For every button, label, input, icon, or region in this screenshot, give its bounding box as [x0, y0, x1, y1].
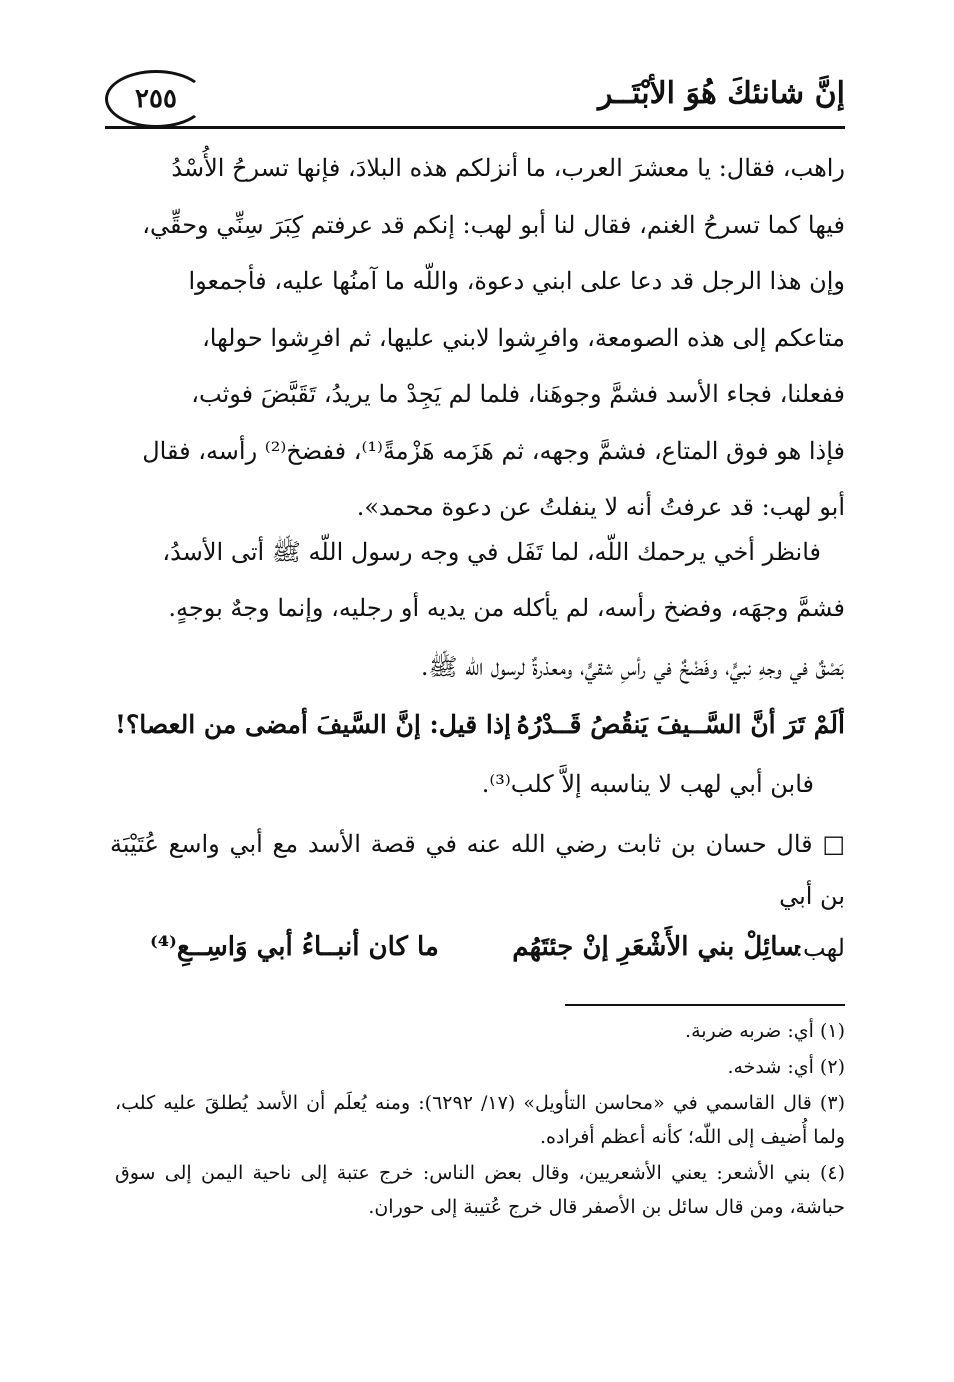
verse-line-2: [150, 932, 800, 982]
footnotes: [115, 1014, 845, 1226]
verse-first-hemistich: ألَمْ تَرَ أنَّ السَّــيفَ يَنقُصُ قَــدْرُهُ: [516, 710, 845, 739]
footnote-divider: [565, 1004, 845, 1006]
text-line: □ قال حسان بن ثابت رضي الله عنه في قصة الأسد مع أبي واسع عُتَيْبَة بن أبي: [110, 830, 845, 910]
text-line: فإذا هو فوق المتاع، فشمَّ وجهه، ثم هَزَمه هَزْمةً⁽¹⁾، ففضخ⁽²⁾ رأسه، فقال: [142, 436, 845, 465]
closing-line: بَصْقٌ في وجهِ نبيٍّ، وفَضْخٌ في رأسِ شقيٍّ، ومعذرةٌ لرسول اللّه ﷺ.: [420, 653, 844, 681]
text-line: أبو لهب: قد عرفتُ أنه لا ينفلتُ عن دعوة محمد».: [356, 493, 845, 521]
verse-first-hemistich: سائِلْ بني الأَشْعَرِ إنْ جئتَهُم: [512, 932, 800, 962]
verse-second-hemistich: ما كان أنبــاءُ أبي وَاسِــعِ⁽⁴⁾: [150, 932, 439, 962]
footnote: (٣) قال القاسمي في «محاسن التأويل» (١٧/ ٦٢٩٢): ومنه يُعلَم أن الأسد يُطلقَ عليه كلب، ولما أُضيف إلى اللّه؛ كأنه أعظم أفراده.: [115, 1092, 845, 1148]
running-title: إنَّ شانئكَ هُوَ الأبْتَــر: [598, 76, 845, 111]
text-line: فشمَّ وجهَه، وفضخ رأسه، لم يأكله من يديه أو رجليه، وإنما وجهٌ بوجهٍ.: [168, 594, 845, 622]
text-line: فانظر أخي يرحمك اللّه، لما تَفَل في وجه رسول اللّه ﷺ أتى الأسدُ،: [162, 538, 821, 566]
footnote: (٤) بني الأشعر: يعني الأشعريين، وقال بعض الناس: خرج عتبة إلى ناحية اليمن إلى سوق حباشة، ومن قال سائل بن الأصفر قال خرج عُتيبة إلى حوران.: [115, 1162, 845, 1218]
text-line: لهب:: [794, 934, 845, 962]
page-number: ٢٥٥: [105, 70, 207, 128]
text-line: راهب، فقال: يا معشرَ العرب، ما أنزلكم هذه البلادَ، فإنها تسرحُ الأُسْدُ: [171, 154, 845, 182]
verse-line-1: [115, 710, 845, 754]
verse-second-hemistich: إذا قيل: إنَّ السَّيفَ أمضى من العصا؟!: [115, 710, 511, 739]
after-verse-line: فابن أبي لهب لا يناسبه إلاَّ كلب⁽³⁾.: [481, 770, 814, 798]
text-line: متاعكم إلى هذه الصومعة، وافرِشوا لابني عليها، ثم افرِشوا حولها،: [202, 323, 845, 352]
text-line: فيها كما تسرحُ الغنم، فقال لنا أبو لهب: إنكم قد عرفتم كِبَرَ سِنِّي وحقِّي،: [142, 210, 845, 239]
header-divider: [105, 126, 845, 129]
main-paragraph: [110, 140, 845, 536]
footnote: (٢) أي: شدخه.: [727, 1056, 845, 1078]
text-line: وإن هذا الرجل قد دعا على ابني دعوة، واللّه ما آمنُها عليه، فأجمعوا: [188, 267, 845, 295]
footnote: (١) أي: ضربه ضربة.: [685, 1020, 845, 1042]
page-header: [105, 68, 845, 128]
commentary-paragraph: [110, 524, 845, 636]
text-line: ففعلنا، فجاء الأسد فشمَّ وجوهَنا، فلما لم يَجِدْ ما يريدُ، تَقَبَّضَ فوثب،: [191, 380, 845, 408]
